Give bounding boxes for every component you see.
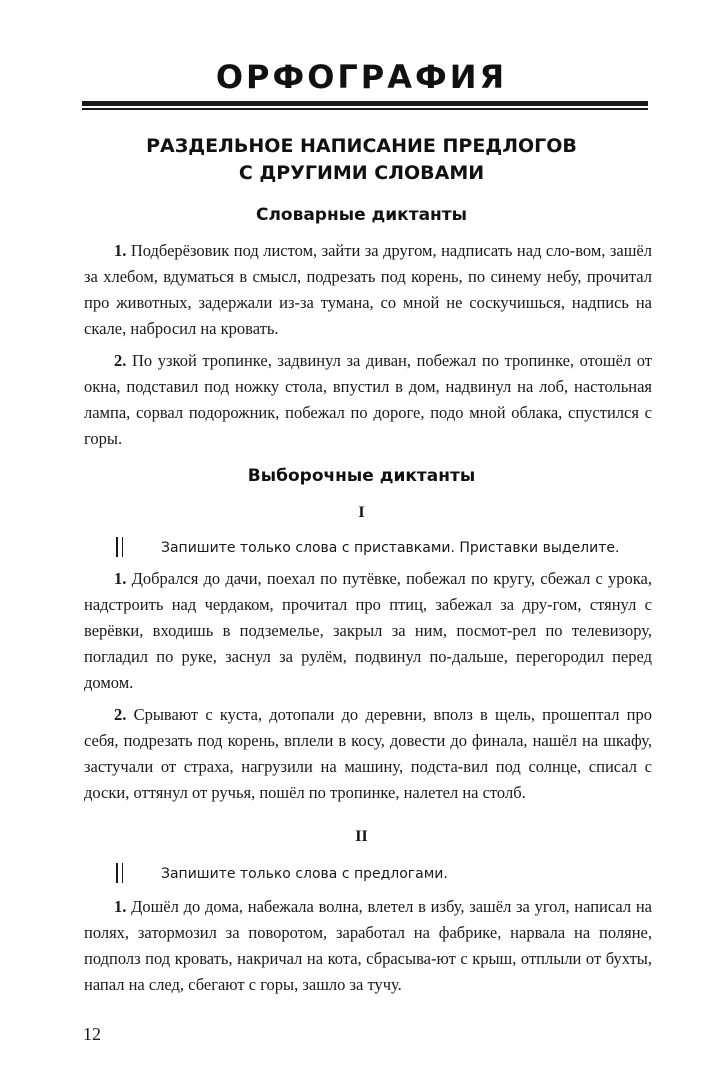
title-rule-thin — [82, 108, 648, 110]
section-title-line2: С ДРУГИМИ СЛОВАМИ — [238, 162, 485, 184]
vocab-heading: Словарные диктанты — [255, 205, 468, 225]
item-number: 1. — [114, 897, 127, 916]
item-number: 1. — [114, 569, 127, 588]
task-2-text: Запишите только слова с предлогами. — [161, 866, 448, 882]
selective-heading: Выборочные диктанты — [247, 466, 476, 486]
section-title — [0, 133, 723, 187]
part-2-numeral: II — [355, 828, 368, 845]
item-text: Добрался до дачи, поехал по путёвке, побежал по кругу, сбежал с урока, надстроить над чердаком, прочитал про птиц, забежал за дру-гом, стянул с верёвки, входишь в подземелье, закрыл за ним, посмот-рел по телевизору, погладил по руке, заснул за рулём, подвинул по-дальше, перегородил перед домом. — [84, 569, 653, 692]
item-text: Подберёзовик под листом, зайти за другом, надписать над сло-вом, зашёл за хлебом, вдуматься в смысл, подрезать под корень, по синему небу, прочитал про животных, задержали из-за тумана, со мной не соскучишься, надпись на скале, набросил на кровать. — [84, 241, 652, 338]
part-1-paragraph-2 — [84, 702, 652, 806]
item-number: 1. — [114, 241, 127, 260]
item-text: Дошёл до дома, набежала волна, влетел в избу, зашёл за угол, написал на полях, затормозил за поворотом, заработал на фабрике, нарвала на поляне, подполз под кровать, накричал на кота, сбрасыва-ют с крыш, отплыли от бухты, напал на след, сбегают с горы, зашло за тучу. — [84, 897, 652, 994]
item-number: 2. — [114, 705, 127, 724]
task-2 — [116, 862, 656, 886]
item-text: Срывают с куста, дотопали до деревни, вполз в щель, прошептал про себя, подрезать под корень, вплели в косу, довести до финала, нашёл на шкафу, застучали от страха, нагрузили на машину, подста-вил под солнце, списал с доски, оттянул от ручья, пошёл по тропинке, налетел на столб. — [84, 705, 652, 802]
vocab-paragraph-2 — [84, 348, 652, 452]
task-1-text: Запишите только слова с приставками. Приставки выделите. — [161, 540, 620, 556]
title-rule-thick — [82, 101, 648, 106]
part-1-paragraph-1 — [84, 566, 652, 696]
task-marker-icon — [116, 537, 123, 557]
chapter-title: ОРФОГРАФИЯ — [215, 58, 508, 96]
page-number: 12 — [83, 1024, 101, 1044]
part-2-paragraph-1 — [84, 894, 652, 998]
vocab-paragraph-1 — [84, 238, 652, 342]
section-title-line1: РАЗДЕЛЬНОЕ НАПИСАНИЕ ПРЕДЛОГОВ — [146, 135, 577, 157]
task-1 — [116, 536, 656, 560]
item-number: 2. — [114, 351, 127, 370]
task-marker-icon — [116, 863, 123, 883]
part-1-numeral: I — [358, 504, 365, 521]
item-text: По узкой тропинке, задвинул за диван, побежал по тропинке, отошёл от окна, подставил под ножку стола, впустил в дом, надвинул на лоб, настольная лампа, сорвал подорожник, побежал по дороге, подо мной облака, спустился с горы. — [84, 351, 653, 448]
